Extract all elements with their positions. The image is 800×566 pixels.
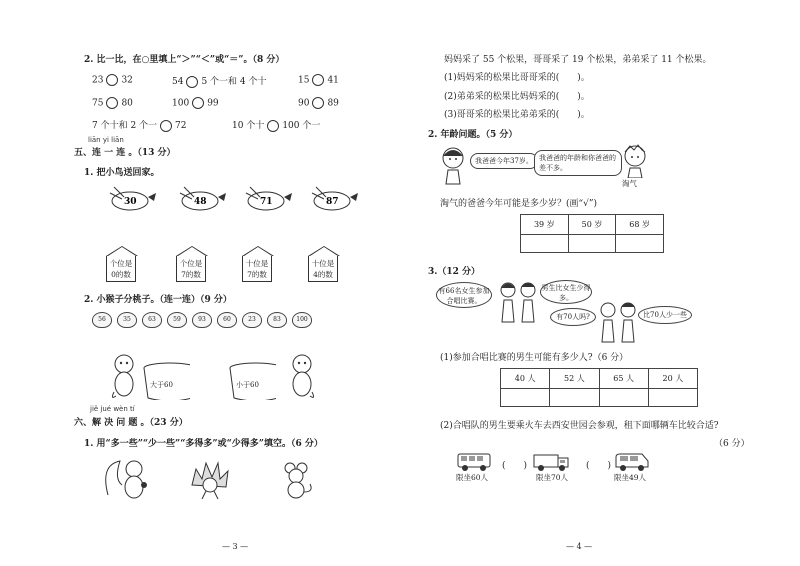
speech-bubble: 比70人少一些 (638, 306, 692, 324)
speech-bubble: 有66名女生参加合唱比赛。 (436, 282, 492, 308)
count-option: 40 人 (501, 369, 550, 389)
house[interactable] (176, 246, 208, 284)
compare-left: 90 (298, 98, 310, 109)
compare-right: 32 (121, 75, 133, 86)
page-number: — 4 — (566, 542, 593, 551)
students-icon (596, 300, 640, 344)
count-option: 65 人 (599, 369, 648, 389)
speech-bubble: 我爸爸今年37岁。 (470, 153, 538, 169)
compare-row-1a (92, 74, 133, 86)
pot-label: 小于60 (236, 381, 259, 389)
sub-question: (1)妈妈采的松果比哥哥采的( )。 (444, 73, 590, 83)
age-question: 淘气的爸爸今年可能是多少岁？(画“√”) (440, 199, 597, 209)
answer-paren[interactable]: ( ) (502, 461, 528, 471)
age-table (520, 214, 664, 253)
right-page (400, 0, 800, 566)
count-table (500, 368, 698, 407)
compare-row-3b (232, 118, 320, 132)
speech-bubble: 男生比女生少得多。 (540, 280, 592, 304)
bird-icon[interactable] (236, 183, 294, 217)
compare-circle[interactable] (160, 120, 172, 132)
age-option: 68 岁 (616, 215, 664, 235)
q2-title: 2. 年龄问题。（5 分） (428, 130, 518, 140)
compare-right: 41 (327, 75, 339, 86)
section6-title: 六、解 决 问 题 。（23 分） (74, 418, 188, 428)
house[interactable] (308, 246, 340, 284)
van-icon (614, 452, 650, 472)
intro-line: 妈妈采了 55 个松果，哥哥采了 19 个松果，弟弟采了 11 个松果。 (444, 55, 712, 65)
compare-row-3a (92, 118, 187, 132)
section5-q2-title: 2. 小猴子分桃子。（连一连）（9 分） (84, 295, 232, 305)
count-check-cell[interactable] (501, 389, 550, 407)
character-name: 淘气 (622, 179, 637, 188)
section5-pinyin: liān yi liān (88, 136, 124, 144)
sub-question-2-score: （6 分） (714, 439, 750, 449)
compare-row-2c (298, 97, 339, 109)
girl-icon (438, 146, 468, 186)
compare-left: 100 (172, 98, 190, 109)
peach[interactable]: 59 (167, 312, 187, 328)
section5-q1-title: 1. 把小鸟送回家。 (84, 168, 160, 178)
house-label: 个位是 0的数 (106, 256, 136, 282)
monkey-icon (104, 352, 144, 402)
peach[interactable]: 93 (192, 312, 212, 328)
count-option: 52 人 (550, 369, 599, 389)
count-option: 20 人 (648, 369, 697, 389)
peach[interactable]: 56 (92, 312, 112, 328)
truck-icon (532, 452, 570, 472)
house[interactable] (106, 246, 138, 284)
compare-right: 72 (175, 121, 187, 131)
compare-circle[interactable] (106, 74, 118, 86)
peach[interactable]: 100 (292, 312, 312, 328)
squirrel-icon (100, 455, 160, 501)
house[interactable] (242, 246, 274, 284)
section5-title: 五、连 一 连 。（13 分） (74, 148, 176, 158)
q3-title: 3.（12 分） (428, 267, 481, 277)
section6-pinyin: jiě jué wèn tí (90, 405, 135, 413)
age-check-cell[interactable] (568, 235, 616, 253)
compare-circle[interactable] (267, 120, 279, 132)
count-check-cell[interactable] (648, 389, 697, 407)
compare-circle[interactable] (106, 97, 118, 109)
compare-circle[interactable] (186, 76, 198, 88)
compare-row-2b (172, 97, 219, 109)
sub-question: (2)弟弟采的松果比妈妈采的( )。 (444, 92, 590, 102)
bird-icon[interactable] (170, 183, 228, 217)
compare-circle[interactable] (192, 97, 204, 109)
peach[interactable]: 83 (267, 312, 287, 328)
compare-left: 23 (92, 75, 104, 86)
sub-question-1: (1)参加合唱比赛的男生可能有多少人?（6 分） (440, 353, 629, 363)
compare-row-2a (92, 97, 133, 109)
compare-left: 10 个十 (232, 121, 265, 131)
bus-icon (456, 452, 492, 472)
mouse-icon (276, 460, 316, 500)
peach[interactable]: 23 (242, 312, 262, 328)
bird-number: 30 (124, 197, 137, 207)
bird-number: 48 (194, 197, 207, 207)
count-check-cell[interactable] (550, 389, 599, 407)
peach[interactable]: 63 (142, 312, 162, 328)
speech-bubble: 我爸爸的年龄和你爸爸的差不多。 (534, 150, 622, 176)
compare-row-1c (298, 74, 339, 86)
compare-left: 75 (92, 98, 104, 109)
hedgehog-icon (186, 455, 236, 501)
count-check-cell[interactable] (599, 389, 648, 407)
compare-left: 7 个十和 2 个一 (92, 121, 158, 131)
age-option: 39 岁 (521, 215, 569, 235)
bird-number: 71 (260, 197, 273, 207)
vehicle-label: 限坐49人 (614, 473, 647, 482)
vehicle-label: 限坐60人 (456, 473, 489, 482)
speech-bubble: 有70人吗? (550, 308, 596, 326)
compare-left: 54 (172, 77, 184, 87)
house-label: 个位是 7的数 (176, 256, 206, 282)
compare-right: 80 (121, 98, 133, 109)
compare-circle[interactable] (312, 74, 324, 86)
age-check-cell[interactable] (616, 235, 664, 253)
vehicle-label: 限坐70人 (536, 473, 569, 482)
age-option: 50 岁 (568, 215, 616, 235)
house-label: 十位是 7的数 (242, 256, 272, 282)
boy-icon (620, 144, 650, 178)
compare-right: 100 个一 (282, 121, 321, 131)
compare-left: 15 (298, 75, 310, 86)
compare-row-1b (172, 74, 267, 88)
peach[interactable]: 35 (117, 312, 137, 328)
page-number: — 3 — (222, 542, 249, 551)
bird-icon[interactable] (302, 183, 360, 217)
sub-question: (3)哥哥采的松果比弟弟采的( )。 (444, 110, 590, 120)
age-check-cell[interactable] (521, 235, 569, 253)
house-label: 十位是 4的数 (308, 256, 338, 282)
answer-paren[interactable]: ( ) (586, 461, 612, 471)
bird-icon[interactable] (100, 183, 158, 217)
q2-title: 2. 比一比，在○里填上“＞”“＜”或“＝”。（8 分） (84, 55, 285, 65)
bird-number: 87 (326, 197, 339, 207)
peach[interactable]: 60 (217, 312, 237, 328)
students-icon (496, 280, 540, 324)
compare-circle[interactable] (312, 97, 324, 109)
compare-right: 89 (327, 98, 339, 109)
pot-label: 大于60 (150, 381, 173, 389)
compare-right: 99 (207, 98, 219, 109)
section6-q1-title: 1. 用“多一些”“少一些”“多得多”或“少得多”填空。（6 分） (84, 439, 323, 449)
compare-right: 5 个一和 4 个十 (201, 77, 267, 87)
monkey-icon (282, 352, 322, 402)
sub-question-2: (2)合唱队的男生要乘火车去西安世园会参观，租下面哪辆车比较合适? (440, 421, 719, 431)
